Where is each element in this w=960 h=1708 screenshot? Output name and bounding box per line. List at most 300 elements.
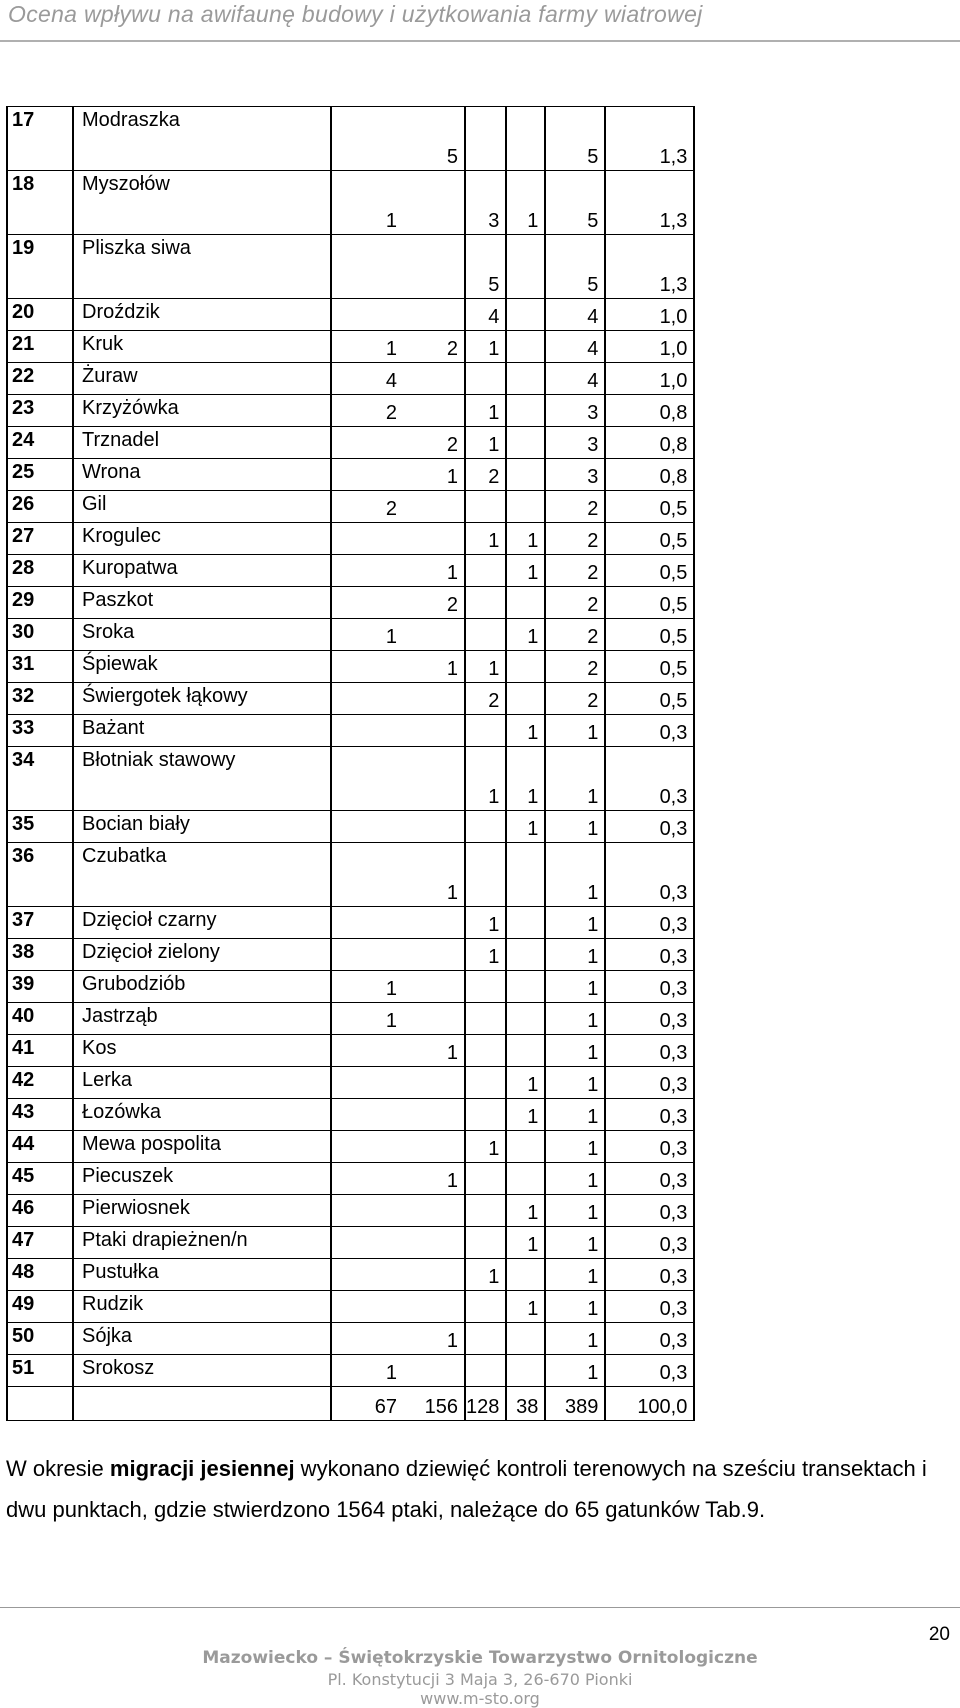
cell-sum: 1 bbox=[545, 1355, 605, 1387]
cell-pct: 0,3 bbox=[605, 1355, 694, 1387]
cell-c2 bbox=[403, 395, 465, 427]
cell-c1: 2 bbox=[331, 395, 403, 427]
cell-c4 bbox=[506, 651, 545, 683]
cell-c3 bbox=[465, 715, 506, 747]
cell-c3 bbox=[465, 491, 506, 523]
cell-c4: 1 bbox=[506, 811, 545, 843]
cell-number: 17 bbox=[7, 107, 73, 171]
cell-number: 22 bbox=[7, 363, 73, 395]
cell-c3 bbox=[465, 1195, 506, 1227]
cell-c3 bbox=[465, 843, 506, 907]
cell-sum: 4 bbox=[545, 363, 605, 395]
cell-species: Sójka bbox=[73, 1323, 331, 1355]
table-row bbox=[7, 587, 694, 619]
table-row bbox=[7, 1067, 694, 1099]
cell-sum: 1 bbox=[545, 939, 605, 971]
cell-c1: 1 bbox=[331, 1003, 403, 1035]
cell-c1 bbox=[331, 843, 403, 907]
cell-c3 bbox=[465, 1035, 506, 1067]
cell-pct: 0,3 bbox=[605, 1195, 694, 1227]
cell-c2: 1 bbox=[403, 1035, 465, 1067]
footer-rule bbox=[0, 1607, 960, 1608]
cell-sum: 1 bbox=[545, 1259, 605, 1291]
cell-c1 bbox=[331, 1067, 403, 1099]
cell-sum: 1 bbox=[545, 1099, 605, 1131]
cell-c4 bbox=[506, 427, 545, 459]
cell-c3 bbox=[465, 1323, 506, 1355]
cell-c2 bbox=[403, 1355, 465, 1387]
cell-c2: 1 bbox=[403, 651, 465, 683]
table-row bbox=[7, 1227, 694, 1259]
cell-number: 37 bbox=[7, 907, 73, 939]
cell-c3: 1 bbox=[465, 1131, 506, 1163]
table-row bbox=[7, 715, 694, 747]
cell-c1: 1 bbox=[331, 619, 403, 651]
cell-pct: 0,3 bbox=[605, 1067, 694, 1099]
cell-pct: 0,8 bbox=[605, 395, 694, 427]
cell-number: 19 bbox=[7, 235, 73, 299]
cell-number: 47 bbox=[7, 1227, 73, 1259]
cell-number: 48 bbox=[7, 1259, 73, 1291]
cell-pct: 1,3 bbox=[605, 171, 694, 235]
cell-species: Wrona bbox=[73, 459, 331, 491]
cell-c4 bbox=[506, 1163, 545, 1195]
cell-number bbox=[7, 1387, 73, 1421]
cell-c2: 1 bbox=[403, 843, 465, 907]
table-row bbox=[7, 107, 694, 171]
cell-pct: 1,0 bbox=[605, 363, 694, 395]
cell-sum: 1 bbox=[545, 843, 605, 907]
cell-c4 bbox=[506, 587, 545, 619]
cell-c1: 2 bbox=[331, 491, 403, 523]
cell-number: 23 bbox=[7, 395, 73, 427]
cell-species bbox=[73, 1387, 331, 1421]
cell-c1 bbox=[331, 1291, 403, 1323]
cell-species: Paszkot bbox=[73, 587, 331, 619]
cell-sum: 5 bbox=[545, 171, 605, 235]
cell-sum: 1 bbox=[545, 715, 605, 747]
cell-c1 bbox=[331, 1035, 403, 1067]
cell-pct: 1,3 bbox=[605, 235, 694, 299]
cell-c4 bbox=[506, 843, 545, 907]
cell-sum: 1 bbox=[545, 1227, 605, 1259]
cell-c4 bbox=[506, 1259, 545, 1291]
cell-number: 18 bbox=[7, 171, 73, 235]
cell-sum: 2 bbox=[545, 491, 605, 523]
cell-c4: 1 bbox=[506, 1291, 545, 1323]
table-row bbox=[7, 1163, 694, 1195]
cell-c3 bbox=[465, 1099, 506, 1131]
cell-c4: 1 bbox=[506, 523, 545, 555]
cell-c2 bbox=[403, 619, 465, 651]
cell-species: Bocian biały bbox=[73, 811, 331, 843]
paragraph-text-1: W okresie bbox=[6, 1456, 110, 1481]
cell-pct: 0,5 bbox=[605, 555, 694, 587]
cell-c4 bbox=[506, 971, 545, 1003]
cell-c2 bbox=[403, 171, 465, 235]
cell-c2 bbox=[403, 1259, 465, 1291]
cell-c1 bbox=[331, 939, 403, 971]
cell-c4: 1 bbox=[506, 1195, 545, 1227]
cell-pct: 0,3 bbox=[605, 1227, 694, 1259]
cell-c3: 128 bbox=[465, 1387, 506, 1421]
cell-c1 bbox=[331, 1163, 403, 1195]
cell-sum: 1 bbox=[545, 1035, 605, 1067]
cell-pct: 0,5 bbox=[605, 683, 694, 715]
cell-species: Trznadel bbox=[73, 427, 331, 459]
cell-sum: 5 bbox=[545, 107, 605, 171]
cell-number: 39 bbox=[7, 971, 73, 1003]
cell-species: Modraszka bbox=[73, 107, 331, 171]
cell-species: Pierwiosnek bbox=[73, 1195, 331, 1227]
cell-c1: 4 bbox=[331, 363, 403, 395]
cell-number: 41 bbox=[7, 1035, 73, 1067]
cell-c1 bbox=[331, 555, 403, 587]
cell-pct: 0,8 bbox=[605, 427, 694, 459]
cell-c3 bbox=[465, 619, 506, 651]
cell-c1 bbox=[331, 587, 403, 619]
table-row bbox=[7, 619, 694, 651]
cell-pct: 0,5 bbox=[605, 619, 694, 651]
cell-number: 34 bbox=[7, 747, 73, 811]
cell-species: Mewa pospolita bbox=[73, 1131, 331, 1163]
cell-sum: 1 bbox=[545, 1003, 605, 1035]
cell-c4 bbox=[506, 1131, 545, 1163]
cell-c1 bbox=[331, 299, 403, 331]
cell-pct: 0,3 bbox=[605, 1259, 694, 1291]
cell-species: Śpiewak bbox=[73, 651, 331, 683]
cell-c1: 1 bbox=[331, 331, 403, 363]
cell-sum: 4 bbox=[545, 331, 605, 363]
cell-c4 bbox=[506, 1323, 545, 1355]
cell-c3 bbox=[465, 1163, 506, 1195]
cell-c1 bbox=[331, 715, 403, 747]
cell-number: 30 bbox=[7, 619, 73, 651]
cell-c3: 2 bbox=[465, 683, 506, 715]
table-row bbox=[7, 427, 694, 459]
cell-sum: 2 bbox=[545, 555, 605, 587]
cell-species: Sroka bbox=[73, 619, 331, 651]
cell-c1 bbox=[331, 811, 403, 843]
cell-pct: 0,8 bbox=[605, 459, 694, 491]
cell-pct: 1,0 bbox=[605, 299, 694, 331]
cell-c3: 1 bbox=[465, 523, 506, 555]
cell-pct: 0,3 bbox=[605, 1163, 694, 1195]
table-row bbox=[7, 1099, 694, 1131]
table-row bbox=[7, 491, 694, 523]
cell-number: 28 bbox=[7, 555, 73, 587]
cell-c3 bbox=[465, 1355, 506, 1387]
table-row bbox=[7, 747, 694, 811]
cell-c2 bbox=[403, 907, 465, 939]
cell-c2: 1 bbox=[403, 459, 465, 491]
cell-c3: 4 bbox=[465, 299, 506, 331]
table-row bbox=[7, 683, 694, 715]
cell-c3 bbox=[465, 1067, 506, 1099]
cell-c3: 1 bbox=[465, 331, 506, 363]
cell-number: 27 bbox=[7, 523, 73, 555]
cell-c1: 1 bbox=[331, 171, 403, 235]
cell-sum: 1 bbox=[545, 1291, 605, 1323]
cell-pct: 0,3 bbox=[605, 907, 694, 939]
cell-c2 bbox=[403, 1195, 465, 1227]
cell-c2 bbox=[403, 1099, 465, 1131]
cell-pct: 0,3 bbox=[605, 843, 694, 907]
cell-c1 bbox=[331, 427, 403, 459]
cell-c2 bbox=[403, 363, 465, 395]
cell-sum: 1 bbox=[545, 907, 605, 939]
cell-c1 bbox=[331, 1195, 403, 1227]
cell-species: Droździk bbox=[73, 299, 331, 331]
cell-pct: 0,5 bbox=[605, 651, 694, 683]
cell-species: Łozówka bbox=[73, 1099, 331, 1131]
cell-c1: 1 bbox=[331, 1355, 403, 1387]
cell-species: Gil bbox=[73, 491, 331, 523]
cell-c3 bbox=[465, 811, 506, 843]
cell-species: Pustułka bbox=[73, 1259, 331, 1291]
table-row bbox=[7, 1003, 694, 1035]
cell-c3 bbox=[465, 971, 506, 1003]
species-table bbox=[6, 106, 695, 1421]
cell-sum: 2 bbox=[545, 683, 605, 715]
cell-c4 bbox=[506, 107, 545, 171]
cell-c1 bbox=[331, 235, 403, 299]
cell-c4: 1 bbox=[506, 555, 545, 587]
cell-number: 35 bbox=[7, 811, 73, 843]
table-row bbox=[7, 651, 694, 683]
footer-address: Pl. Konstytucji 3 Maja 3, 26-670 Pionki bbox=[327, 1670, 633, 1689]
cell-number: 50 bbox=[7, 1323, 73, 1355]
cell-species: Kruk bbox=[73, 331, 331, 363]
cell-species: Kos bbox=[73, 1035, 331, 1067]
cell-c2 bbox=[403, 715, 465, 747]
table-row bbox=[7, 939, 694, 971]
cell-c3 bbox=[465, 1003, 506, 1035]
cell-sum: 2 bbox=[545, 587, 605, 619]
cell-pct: 0,5 bbox=[605, 587, 694, 619]
cell-c4: 1 bbox=[506, 1067, 545, 1099]
cell-c2: 5 bbox=[403, 107, 465, 171]
cell-pct: 0,3 bbox=[605, 939, 694, 971]
cell-c3 bbox=[465, 1227, 506, 1259]
cell-c3: 5 bbox=[465, 235, 506, 299]
cell-c3 bbox=[465, 555, 506, 587]
table-row bbox=[7, 363, 694, 395]
cell-c2 bbox=[403, 1131, 465, 1163]
cell-c4 bbox=[506, 363, 545, 395]
cell-number: 29 bbox=[7, 587, 73, 619]
cell-species: Dzięcioł zielony bbox=[73, 939, 331, 971]
cell-sum: 389 bbox=[545, 1387, 605, 1421]
cell-sum: 1 bbox=[545, 811, 605, 843]
cell-sum: 1 bbox=[545, 1195, 605, 1227]
table-row bbox=[7, 171, 694, 235]
cell-species: Lerka bbox=[73, 1067, 331, 1099]
cell-number: 31 bbox=[7, 651, 73, 683]
cell-c3: 1 bbox=[465, 427, 506, 459]
cell-c2 bbox=[403, 1067, 465, 1099]
cell-c3: 1 bbox=[465, 651, 506, 683]
cell-c1 bbox=[331, 747, 403, 811]
cell-c4 bbox=[506, 235, 545, 299]
cell-pct: 0,3 bbox=[605, 747, 694, 811]
cell-number: 21 bbox=[7, 331, 73, 363]
cell-sum: 5 bbox=[545, 235, 605, 299]
cell-pct: 0,3 bbox=[605, 715, 694, 747]
cell-c1: 1 bbox=[331, 971, 403, 1003]
cell-sum: 3 bbox=[545, 395, 605, 427]
cell-pct: 0,3 bbox=[605, 1291, 694, 1323]
table-total-row bbox=[7, 1387, 694, 1421]
cell-c1 bbox=[331, 1323, 403, 1355]
table-row bbox=[7, 1131, 694, 1163]
cell-number: 44 bbox=[7, 1131, 73, 1163]
cell-number: 36 bbox=[7, 843, 73, 907]
cell-sum: 1 bbox=[545, 1131, 605, 1163]
cell-c1 bbox=[331, 1099, 403, 1131]
cell-number: 25 bbox=[7, 459, 73, 491]
table-row bbox=[7, 299, 694, 331]
cell-c4 bbox=[506, 1355, 545, 1387]
cell-species: Kuropatwa bbox=[73, 555, 331, 587]
cell-c3: 2 bbox=[465, 459, 506, 491]
cell-species: Pliszka siwa bbox=[73, 235, 331, 299]
cell-c4 bbox=[506, 1035, 545, 1067]
cell-sum: 2 bbox=[545, 619, 605, 651]
cell-c4: 1 bbox=[506, 715, 545, 747]
cell-pct: 0,3 bbox=[605, 1131, 694, 1163]
cell-c1 bbox=[331, 683, 403, 715]
cell-sum: 1 bbox=[545, 747, 605, 811]
cell-c2 bbox=[403, 747, 465, 811]
cell-c4: 1 bbox=[506, 171, 545, 235]
table-row bbox=[7, 1035, 694, 1067]
footer-organization: Mazowiecko – Świętokrzyskie Towarzystwo Ornitologiczne bbox=[202, 1648, 758, 1668]
cell-c4: 1 bbox=[506, 1099, 545, 1131]
cell-sum: 1 bbox=[545, 1067, 605, 1099]
page-number: 20 bbox=[928, 1624, 950, 1645]
footer-website: www.m-sto.org bbox=[420, 1689, 540, 1708]
cell-c1 bbox=[331, 907, 403, 939]
cell-c1 bbox=[331, 459, 403, 491]
cell-c2 bbox=[403, 235, 465, 299]
cell-c3: 3 bbox=[465, 171, 506, 235]
cell-sum: 1 bbox=[545, 971, 605, 1003]
cell-pct: 100,0 bbox=[605, 1387, 694, 1421]
table-row bbox=[7, 1355, 694, 1387]
cell-c4: 1 bbox=[506, 619, 545, 651]
cell-c2 bbox=[403, 939, 465, 971]
cell-c4 bbox=[506, 907, 545, 939]
cell-number: 38 bbox=[7, 939, 73, 971]
cell-c2 bbox=[403, 811, 465, 843]
cell-c3 bbox=[465, 1291, 506, 1323]
cell-number: 42 bbox=[7, 1067, 73, 1099]
cell-c2 bbox=[403, 683, 465, 715]
paragraph-text-2: wykonano dziewięć kontroli terenowych na sześciu transektach i dwu punktach, gdzie stwierdzono 1564 ptaki, należące do 65 gatunków Tab.9. bbox=[6, 1456, 927, 1522]
cell-species: Czubatka bbox=[73, 843, 331, 907]
cell-c2: 1 bbox=[403, 1323, 465, 1355]
cell-sum: 2 bbox=[545, 651, 605, 683]
cell-c4 bbox=[506, 299, 545, 331]
cell-c2: 2 bbox=[403, 331, 465, 363]
cell-number: 24 bbox=[7, 427, 73, 459]
header-rule bbox=[0, 40, 960, 42]
cell-c2: 1 bbox=[403, 555, 465, 587]
cell-pct: 0,3 bbox=[605, 1099, 694, 1131]
table-row bbox=[7, 235, 694, 299]
table-row bbox=[7, 459, 694, 491]
cell-c2 bbox=[403, 1227, 465, 1259]
table-row bbox=[7, 1323, 694, 1355]
cell-species: Myszołów bbox=[73, 171, 331, 235]
cell-c3 bbox=[465, 363, 506, 395]
cell-pct: 1,0 bbox=[605, 331, 694, 363]
cell-c4 bbox=[506, 683, 545, 715]
cell-pct: 0,3 bbox=[605, 1003, 694, 1035]
table-row bbox=[7, 395, 694, 427]
cell-species: Błotniak stawowy bbox=[73, 747, 331, 811]
cell-c3: 1 bbox=[465, 939, 506, 971]
cell-number: 51 bbox=[7, 1355, 73, 1387]
cell-c1 bbox=[331, 1227, 403, 1259]
paragraph-bold: migracji jesiennej bbox=[109, 1456, 295, 1481]
cell-c1 bbox=[331, 523, 403, 555]
cell-pct: 1,3 bbox=[605, 107, 694, 171]
cell-c1 bbox=[331, 1259, 403, 1291]
cell-c3: 1 bbox=[465, 747, 506, 811]
cell-pct: 0,3 bbox=[605, 811, 694, 843]
cell-number: 43 bbox=[7, 1099, 73, 1131]
cell-pct: 0,5 bbox=[605, 523, 694, 555]
cell-species: Grubodziób bbox=[73, 971, 331, 1003]
cell-c4: 38 bbox=[506, 1387, 545, 1421]
cell-species: Świergotek łąkowy bbox=[73, 683, 331, 715]
cell-c1 bbox=[331, 107, 403, 171]
cell-sum: 1 bbox=[545, 1163, 605, 1195]
cell-sum: 1 bbox=[545, 1323, 605, 1355]
cell-c2 bbox=[403, 1291, 465, 1323]
cell-number: 33 bbox=[7, 715, 73, 747]
cell-c2 bbox=[403, 299, 465, 331]
cell-pct: 0,3 bbox=[605, 971, 694, 1003]
cell-number: 32 bbox=[7, 683, 73, 715]
table-row bbox=[7, 1291, 694, 1323]
cell-species: Piecuszek bbox=[73, 1163, 331, 1195]
table-row bbox=[7, 1259, 694, 1291]
cell-species: Żuraw bbox=[73, 363, 331, 395]
table-row bbox=[7, 907, 694, 939]
cell-c2 bbox=[403, 523, 465, 555]
cell-c4: 1 bbox=[506, 1227, 545, 1259]
cell-c3 bbox=[465, 587, 506, 619]
cell-number: 45 bbox=[7, 1163, 73, 1195]
cell-c2: 156 bbox=[403, 1387, 465, 1421]
cell-c4 bbox=[506, 939, 545, 971]
cell-c4 bbox=[506, 1003, 545, 1035]
running-header: Ocena wpływu na awifaunę budowy i użytkowania farmy wiatrowej bbox=[8, 1, 703, 27]
cell-c4 bbox=[506, 459, 545, 491]
cell-c2: 2 bbox=[403, 427, 465, 459]
cell-c2 bbox=[403, 1003, 465, 1035]
cell-sum: 4 bbox=[545, 299, 605, 331]
cell-c2 bbox=[403, 971, 465, 1003]
cell-c2: 2 bbox=[403, 587, 465, 619]
cell-c1: 67 bbox=[331, 1387, 403, 1421]
cell-c4 bbox=[506, 331, 545, 363]
cell-species: Srokosz bbox=[73, 1355, 331, 1387]
cell-number: 20 bbox=[7, 299, 73, 331]
